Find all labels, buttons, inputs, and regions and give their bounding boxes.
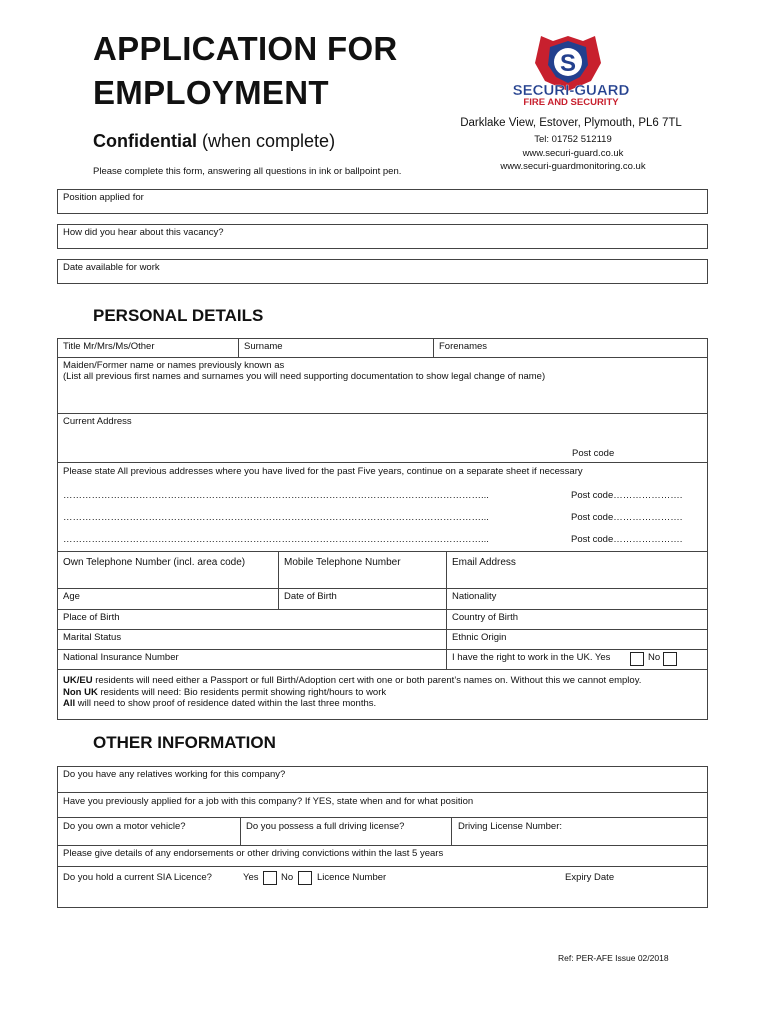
title-line-1: APPLICATION FOR <box>93 30 398 67</box>
previously-applied-label: Have you previously applied for a job with this company? If YES, state when and for what position <box>63 796 474 807</box>
company-web-1: www.securi-guard.co.uk <box>522 147 624 159</box>
title-line-2: EMPLOYMENT <box>93 74 329 111</box>
ethnic-origin-label: Ethnic Origin <box>452 632 507 643</box>
vacancy-source-label: How did you hear about this vacancy? <box>63 227 224 238</box>
surname-label: Surname <box>244 341 283 352</box>
expiry-date-label: Expiry Date <box>565 872 615 883</box>
country-of-birth-label: Country of Birth <box>452 612 518 623</box>
form-reference: Ref: PER-AFE Issue 02/2018 <box>558 953 669 963</box>
confidential-note <box>93 131 335 152</box>
company-contact <box>460 133 686 174</box>
divider <box>57 845 708 846</box>
non-uk-bold: Non UK <box>63 686 98 698</box>
sia-yes-label: Yes <box>243 872 259 883</box>
divider <box>240 817 241 845</box>
driving-license-number-label: Driving License Number: <box>458 821 563 832</box>
divider <box>433 338 434 357</box>
email-label: Email Address <box>452 557 516 568</box>
age-label: Age <box>63 591 80 602</box>
form-title <box>93 27 398 115</box>
nationality-label: Nationality <box>452 591 497 602</box>
current-address-label: Current Address <box>63 416 132 427</box>
ni-number-label: National Insurance Number <box>63 652 179 663</box>
right-to-work-yes-checkbox[interactable] <box>630 652 644 666</box>
non-uk-text: residents will need: Bio residents permit showing right/hours to work <box>97 686 387 698</box>
divider <box>57 357 708 358</box>
divider <box>57 413 708 414</box>
divider <box>57 609 708 610</box>
divider <box>57 792 708 793</box>
vacancy-source-field[interactable] <box>57 224 708 249</box>
divider <box>451 817 452 845</box>
sia-no-checkbox[interactable] <box>298 871 312 885</box>
endorsements-label: Please give details of any endorsements or other driving convictions within the last 5 years <box>63 848 444 859</box>
date-available-field[interactable] <box>57 259 708 284</box>
place-of-birth-label: Place of Birth <box>63 612 120 623</box>
other-information-heading: OTHER INFORMATION <box>93 733 276 752</box>
previous-postcode-3[interactable]: Post code…………………. <box>571 534 683 545</box>
divider <box>57 649 708 650</box>
previous-address-line-1[interactable]: ……………………………………………………………………………………………………………………... <box>63 490 489 501</box>
confidential-rest: (when complete) <box>197 131 336 151</box>
sia-no-label: No <box>281 872 294 883</box>
divider <box>446 551 447 669</box>
date-available-label: Date available for work <box>63 262 160 273</box>
marital-status-label: Marital Status <box>63 632 122 643</box>
dob-label: Date of Birth <box>284 591 337 602</box>
logo-letter: S <box>559 50 577 77</box>
company-address: Darklake View, Estover, Plymouth, PL6 7TL <box>460 117 682 129</box>
divider <box>238 338 239 357</box>
divider <box>57 551 708 552</box>
sia-yes-checkbox[interactable] <box>263 871 277 885</box>
personal-details-heading: PERSONAL DETAILS <box>93 306 264 325</box>
securi-guard-logo <box>478 33 664 108</box>
uk-eu-text: residents will need either a Passport or full Birth/Adoption cert with one or both parent’s names on. Without this we cannot employ. <box>92 675 642 686</box>
other-information-table <box>57 766 708 908</box>
previous-postcode-1[interactable]: Post code…………………. <box>571 490 683 501</box>
all-text: will need to show proof of residence dated within the last three months. <box>75 698 377 709</box>
right-to-work-no-checkbox[interactable] <box>663 652 677 666</box>
licence-number-label: Licence Number <box>317 872 387 883</box>
maiden-name-note: (List all previous first names and surnames you will need supporting documentation to show legal change of name) <box>63 371 546 382</box>
previous-addresses-label: Please state All previous addresses where you have lived for the past Five years, continue on a separate sheet if necessary <box>63 466 583 477</box>
divider <box>57 588 708 589</box>
divider <box>57 462 708 463</box>
mobile-label: Mobile Telephone Number <box>284 557 401 568</box>
divider <box>57 817 708 818</box>
own-telephone-label: Own Telephone Number (incl. area code) <box>63 557 246 568</box>
previous-address-line-2[interactable]: ……………………………………………………………………………………………………………………... <box>63 512 489 523</box>
uk-eu-bold: UK/EU <box>63 675 93 686</box>
relatives-label: Do you have any relatives working for this company? <box>63 769 286 780</box>
current-postcode-label: Post code <box>572 448 615 459</box>
position-applied-field[interactable] <box>57 189 708 214</box>
divider <box>57 866 708 867</box>
sia-licence-label: Do you hold a current SIA Licence? <box>63 872 212 883</box>
driving-license-label: Do you possess a full driving license? <box>246 821 405 832</box>
logo-tagline: FIRE AND SECURITY <box>523 97 619 108</box>
divider <box>57 669 708 670</box>
documentation-note <box>63 675 641 710</box>
right-to-work-label: I have the right to work in the UK. Yes <box>452 652 611 663</box>
position-applied-label: Position applied for <box>63 192 144 203</box>
divider <box>57 629 708 630</box>
previous-address-line-3[interactable]: ……………………………………………………………………………………………………………………... <box>63 534 489 545</box>
divider <box>278 551 279 609</box>
maiden-name-label: Maiden/Former name or names previously known as <box>63 360 285 371</box>
forenames-label: Forenames <box>439 341 488 352</box>
confidential-bold: Confidential <box>93 131 197 151</box>
instructions: Please complete this form, answering all questions in ink or ballpoint pen. <box>93 166 402 177</box>
company-web-2: www.securi-guardmonitoring.co.uk <box>500 161 646 172</box>
motor-vehicle-label: Do you own a motor vehicle? <box>63 821 186 832</box>
title-label: Title Mr/Mrs/Ms/Other <box>63 341 155 352</box>
all-bold: All <box>63 698 76 709</box>
previous-postcode-2[interactable]: Post code…………………. <box>571 512 683 523</box>
right-to-work-no-label: No <box>648 652 661 663</box>
logo-name: SECURI-GUARD <box>512 82 630 99</box>
company-tel: Tel: 01752 512119 <box>534 134 612 145</box>
